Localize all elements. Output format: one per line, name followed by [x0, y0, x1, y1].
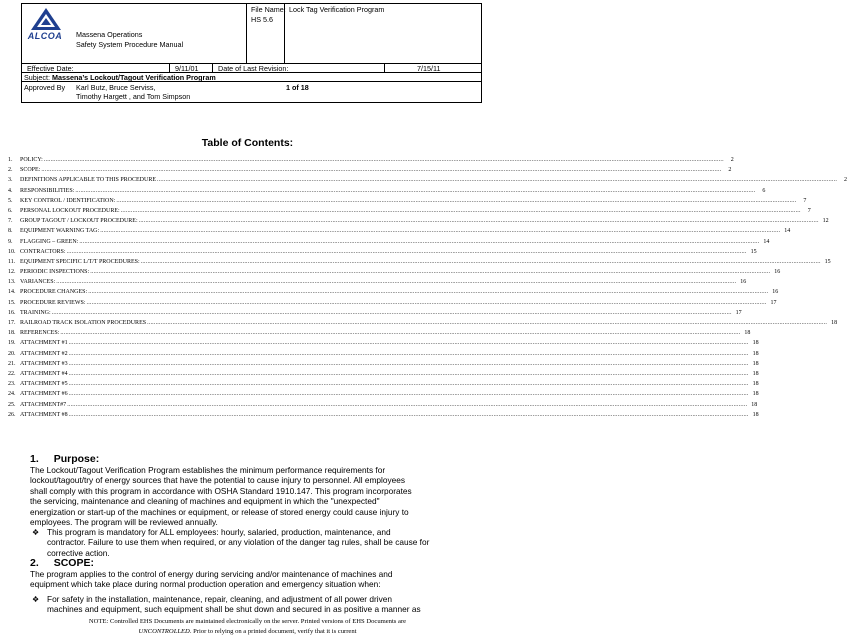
toc-leader-dots: ................................................................................................................................................................................................................................................................................................................................................................................................................ [116, 197, 797, 204]
toc-entry-page: 16 [740, 279, 747, 286]
toc-entry-label: DEFINITIONS APPLICABLE TO THIS PROCEDURE [20, 177, 157, 184]
toc-leader-dots: ................................................................................................................................................................................................................................................................................................................................................................................................................ [60, 330, 741, 337]
toc-leader-dots: ................................................................................................................................................................................................................................................................................................................................................................................................................ [66, 248, 747, 255]
toc-entry-number: 20. [8, 350, 16, 357]
toc-entry-page: 17 [735, 309, 742, 316]
toc-entry-label: PROCEDURE CHANGES: [20, 289, 88, 296]
toc-leader-dots: ................................................................................................................................................................................................................................................................................................................................................................................................................ [68, 381, 749, 388]
toc-entry-number: 8. [8, 228, 13, 235]
toc-leader-dots: ................................................................................................................................................................................................................................................................................................................................................................................................................ [90, 269, 771, 276]
toc-entry-label: EQUIPMENT WARNING TAG: [20, 228, 100, 235]
footer-note-line-2 [0, 627, 495, 636]
section-1-bullet-line: corrective action. [47, 547, 110, 558]
section-1-line: the servicing, maintenance and cleaning of machines and equipment in which the "unexpected" [30, 496, 380, 507]
section-1-title: Purpose: [53, 453, 100, 465]
toc-entry[interactable] [8, 379, 759, 389]
toc-entry-label: TRAINING: [20, 309, 51, 316]
toc-entry-page: 15 [824, 258, 831, 265]
toc-leader-dots: ................................................................................................................................................................................................................................................................................................................................................................................................................ [100, 228, 781, 235]
header-border-left [21, 3, 22, 103]
toc-entry[interactable] [8, 349, 759, 359]
section-2-line: equipment which take place during normal production operation and emergency situation when: [30, 579, 381, 590]
toc-leader-dots: ................................................................................................................................................................................................................................................................................................................................................................................................................ [68, 360, 749, 367]
toc-entry-label: SCOPE: [20, 167, 41, 174]
toc-entry-number: 7. [8, 218, 13, 225]
toc-entry-label: ATTACHMENT #1 [20, 340, 68, 347]
toc-entry-page: 2 [728, 167, 732, 174]
toc-leader-dots: ................................................................................................................................................................................................................................................................................................................................................................................................................ [140, 258, 821, 265]
section-1-line: energization or start-up of the machines or equipment, or release of stored energy could cause injury to [30, 506, 409, 517]
section-1-bullet-line: This program is mandatory for ALL employees: hourly, salaried, production, maintenance, and [47, 527, 391, 537]
toc-leader-dots: ................................................................................................................................................................................................................................................................................................................................................................................................................ [51, 309, 732, 316]
toc-entry[interactable] [8, 369, 759, 379]
toc-leader-dots: ................................................................................................................................................................................................................................................................................................................................................................................................................ [67, 401, 748, 408]
footer-note-rest: . Prior to relying on a printed document, verify that it is current [189, 628, 357, 635]
header-col-divider-a [246, 3, 247, 63]
toc-entry-label: RESPONSIBILITIES: [20, 187, 75, 194]
document-title: Lock Tag Verification Program [289, 5, 385, 14]
section-1-bullet-text [47, 527, 429, 558]
toc-entry[interactable] [8, 359, 759, 369]
diamond-bullet-icon: ❖ [32, 595, 40, 604]
diamond-bullet-icon: ❖ [32, 528, 40, 537]
toc-entry-page: 15 [750, 248, 757, 255]
toc-entry[interactable] [8, 206, 811, 216]
toc-entry-label: FLAGGING – GREEN: [20, 238, 79, 245]
toc-entry[interactable] [8, 389, 759, 399]
toc-entry[interactable] [8, 400, 758, 410]
org-name: Massena Operations [76, 30, 143, 39]
last-revision-label: Date of Last Revision: [218, 64, 289, 73]
section-1-line: employees. The program will be reviewed annually. [30, 517, 218, 528]
toc-entry-page: 18 [752, 381, 759, 388]
toc-entry-number: 24. [8, 391, 16, 398]
approved-by-names-1: Karl Butz, Bruce Serviss, [76, 83, 156, 92]
toc-entry-number: 13. [8, 279, 16, 286]
toc-entry-label: PERIODIC INSPECTIONS: [20, 269, 90, 276]
toc-entry[interactable] [8, 155, 734, 165]
toc-entry-number: 25. [8, 401, 16, 408]
section-2-bullet-line: For safety in the installation, maintenance, repair, cleaning, and adjustment of all power driven [47, 594, 392, 604]
toc-entry-number: 10. [8, 248, 16, 255]
toc-entry[interactable] [8, 277, 747, 287]
section-1-line: The Lockout/Tagout Verification Program establishes the minimum performance requirements for [30, 465, 386, 475]
file-name-value: HS 5.6 [251, 15, 273, 24]
toc-entry-page: 18 [752, 370, 759, 377]
effective-date-label: Effective Date: [27, 64, 74, 73]
toc-entry-label: ATTACHMENT #4 [20, 370, 68, 377]
toc-entry[interactable] [8, 328, 751, 338]
toc-entry-label: PROCEDURE REVIEWS: [20, 299, 86, 306]
toc-entry[interactable] [8, 165, 732, 175]
toc-leader-dots: ................................................................................................................................................................................................................................................................................................................................................................................................................ [157, 177, 838, 184]
toc-entry-number: 2. [8, 167, 13, 174]
toc-entry[interactable] [8, 196, 807, 206]
toc-leader-dots: ................................................................................................................................................................................................................................................................................................................................................................................................................ [79, 238, 760, 245]
toc-entry-label: ATTACHMENT #3 [20, 360, 68, 367]
section-2-heading [30, 557, 94, 569]
manual-name: Safety System Procedure Manual [76, 40, 184, 49]
toc-entry-label: GROUP TAGOUT / LOCKOUT PROCEDURE: [20, 218, 138, 225]
file-name-label: File Name: [251, 5, 286, 14]
toc-entry-page: 16 [772, 289, 779, 296]
toc-entry-number: 26. [8, 411, 16, 418]
toc-entry-page: 18 [752, 340, 759, 347]
toc-entry-page: 18 [744, 330, 751, 337]
footer-note-line-1: NOTE: Controlled EHS Documents are maintained electronically on the server. Printed versions of EHS Documents are [88, 618, 407, 625]
toc-entry[interactable] [8, 226, 791, 236]
toc-entry-number: 15. [8, 299, 16, 306]
toc-leader-dots: ................................................................................................................................................................................................................................................................................................................................................................................................................ [147, 320, 828, 326]
toc-entry-page: 2 [844, 177, 847, 184]
toc-entry-number: 5. [8, 197, 13, 204]
toc-entry-number: 3. [8, 177, 13, 184]
toc-entry[interactable] [8, 308, 742, 318]
toc-entry-label: REFERENCES: [20, 330, 60, 337]
toc-entry-number: 11. [8, 258, 16, 265]
section-2-number: 2. [30, 557, 39, 569]
header-border-right [481, 3, 482, 103]
toc-entry[interactable] [8, 338, 759, 348]
toc-leader-dots: ................................................................................................................................................................................................................................................................................................................................................................................................................ [68, 391, 749, 398]
toc-entry-page: 18 [752, 391, 759, 398]
header-border-bottom [21, 102, 482, 103]
header-col-divider-e [384, 63, 385, 72]
toc-entry-number: 9. [8, 238, 13, 245]
toc-entry-number: 16. [8, 309, 16, 316]
toc-entry[interactable] [8, 287, 779, 297]
header-col-divider-d [212, 63, 213, 72]
toc-leader-dots: ................................................................................................................................................................................................................................................................................................................................................................................................................ [120, 207, 801, 214]
section-2-title: SCOPE: [53, 557, 94, 569]
toc-leader-dots: ................................................................................................................................................................................................................................................................................................................................................................................................................ [68, 411, 749, 418]
section-1-bullet-line: contractor. Failure to use them when required, or any violation of the danger tag rules, shall be cause for [47, 537, 430, 548]
toc-entry-number: 19. [8, 340, 16, 347]
toc-entry-label: RAILROAD TRACK ISOLATION PROCEDURES [20, 320, 147, 326]
toc-entry-number: 14. [8, 289, 16, 296]
toc-entry-page: 14 [763, 238, 770, 245]
toc-entry-number: 23. [8, 381, 16, 388]
toc-entry-number: 18. [8, 330, 16, 337]
toc-entry-label: PERSONAL LOCKOUT PROCEDURE: [20, 207, 120, 214]
toc-entry-label: ATTACHMENT #6 [20, 391, 68, 398]
toc-entry-page: 2 [730, 157, 734, 163]
toc-entry-number: 21. [8, 360, 16, 367]
toc-entry[interactable] [8, 257, 831, 267]
toc-entry[interactable] [8, 186, 766, 196]
toc-entry-page: 17 [770, 299, 777, 306]
toc-entry[interactable] [8, 175, 847, 185]
company-logo-text: ALCOA [27, 31, 63, 41]
approved-by-label: Approved By [24, 83, 66, 92]
toc-entry-page: 18 [831, 320, 838, 326]
toc-entry-page: 18 [752, 350, 759, 357]
section-2-bullet-line: machines and equipment, such equipment shall be shut down and secured in as positive a manner as [47, 604, 421, 615]
toc-entry-label: ATTACHMENT #5 [20, 381, 68, 388]
toc-entry-page: 7 [803, 197, 807, 204]
toc-entry-page: 18 [752, 360, 759, 367]
toc-entry-number: 6. [8, 207, 13, 214]
toc-entry-page: 18 [751, 401, 758, 408]
toc-title: Table of Contents: [201, 137, 294, 149]
section-1-line: lockout/tagout/try of energy sources that have the potential to cause injury to personnel. All employees [30, 475, 405, 486]
subject-value: Massena’s Lockout/Tagout Verification Program [51, 73, 216, 82]
effective-date-value: 9/11/01 [175, 64, 199, 73]
toc-leader-dots: ................................................................................................................................................................................................................................................................................................................................................................................................................ [138, 218, 819, 225]
section-1-body [30, 465, 412, 527]
toc-entry-number: 22. [8, 370, 16, 377]
toc-entry-page: 12 [822, 218, 829, 225]
header-border-top [21, 3, 482, 4]
toc-entry-number: 4. [8, 187, 13, 194]
toc-entry-label: KEY CONTROL / IDENTIFICATION: [20, 197, 116, 204]
toc-entry[interactable] [8, 237, 770, 247]
toc-entry-page: 7 [807, 207, 811, 214]
footer-uncontrolled: UNCONTROLLED [138, 628, 190, 635]
toc-leader-dots: ................................................................................................................................................................................................................................................................................................................................................................................................................ [56, 279, 737, 286]
toc-entry-label: VARIANCES: [20, 279, 56, 286]
section-1-number: 1. [30, 453, 39, 465]
toc-entry[interactable] [8, 247, 757, 257]
toc-entry-label: EQUIPMENT SPECIFIC L/T/T PROCEDURES: [20, 258, 140, 265]
toc-entry-label: POLICY: [20, 157, 43, 163]
toc-entry[interactable] [8, 318, 838, 328]
toc-leader-dots: ................................................................................................................................................................................................................................................................................................................................................................................................................ [68, 370, 749, 377]
toc-leader-dots: ................................................................................................................................................................................................................................................................................................................................................................................................................ [75, 187, 756, 194]
header-col-divider-c [169, 63, 170, 72]
approved-by-names-2: Timothy Hargett , and Tom Simpson [76, 92, 191, 101]
toc-entry-page: 16 [774, 269, 781, 276]
subject-line [24, 73, 216, 82]
toc-entry-label: CONTRACTORS: [20, 248, 66, 255]
table-of-contents [8, 155, 847, 420]
toc-entry-label: ATTACHMENT#7 [20, 401, 67, 408]
toc-leader-dots: ................................................................................................................................................................................................................................................................................................................................................................................................................ [88, 289, 769, 296]
toc-leader-dots: ................................................................................................................................................................................................................................................................................................................................................................................................................ [68, 340, 749, 347]
toc-leader-dots: ................................................................................................................................................................................................................................................................................................................................................................................................................ [86, 299, 767, 306]
section-1-line: shall comply with this program in accordance with OSHA Standard 1910.147. This program incorporates [30, 485, 412, 496]
toc-entry-page: 18 [752, 411, 759, 418]
section-2-line: The program applies to the control of energy during servicing and/or maintenance of machines and [30, 569, 393, 579]
toc-leader-dots: ................................................................................................................................................................................................................................................................................................................................................................................................................ [41, 167, 722, 174]
toc-entry-label: ATTACHMENT #8 [20, 411, 68, 418]
section-2-body [30, 569, 393, 590]
toc-entry-page: 14 [784, 228, 791, 235]
toc-leader-dots: ................................................................................................................................................................................................................................................................................................................................................................................................................ [43, 157, 724, 163]
toc-entry-page: 6 [762, 187, 766, 194]
section-2-bullet-text [47, 594, 421, 615]
page-info: 1 of 18 [286, 83, 309, 92]
toc-entry[interactable] [8, 216, 829, 226]
toc-entry-number: 12. [8, 269, 16, 276]
last-revision-value: 7/15/11 [417, 64, 441, 73]
toc-entry-number: 17. [8, 320, 16, 326]
section-1-heading [30, 453, 99, 465]
toc-entry-number: 1. [8, 157, 13, 163]
toc-entry[interactable] [8, 267, 781, 277]
toc-entry[interactable] [8, 410, 759, 420]
toc-entry-label: ATTACHMENT #2 [20, 350, 68, 357]
subject-label: Subject: [24, 73, 50, 82]
toc-entry[interactable] [8, 298, 777, 308]
toc-leader-dots: ................................................................................................................................................................................................................................................................................................................................................................................................................ [68, 350, 749, 357]
